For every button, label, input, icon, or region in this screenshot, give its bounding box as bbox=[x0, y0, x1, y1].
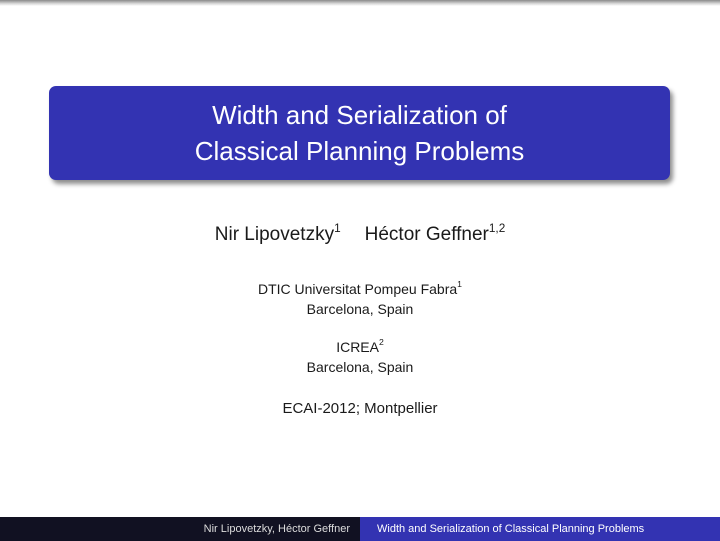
institution-2 bbox=[0, 337, 720, 377]
institution-2-name: ICREA bbox=[336, 339, 379, 355]
top-shadow bbox=[0, 0, 720, 6]
author-1-mark: 1 bbox=[334, 221, 341, 235]
title-line-1: Width and Serialization of bbox=[212, 100, 507, 130]
institution-2-mark: 2 bbox=[378, 337, 384, 348]
footer-title: Width and Serialization of Classical Planning Problems bbox=[360, 517, 720, 541]
institution-2-name-line bbox=[0, 337, 720, 357]
authors bbox=[0, 222, 720, 248]
institution-2-location: Barcelona, Spain bbox=[306, 359, 414, 375]
institution-1-mark: 1 bbox=[457, 279, 462, 290]
title-box bbox=[49, 86, 670, 180]
venue: ECAI-2012; Montpellier bbox=[282, 400, 438, 417]
author-1-name: Nir Lipovetzky bbox=[214, 224, 335, 245]
institution-1-name-line bbox=[0, 279, 720, 299]
author-2-name: Héctor Geffner bbox=[364, 224, 489, 245]
author-1 bbox=[215, 222, 341, 248]
footer-authors: Nir Lipovetzky, Héctor Geffner bbox=[0, 517, 360, 541]
author-2 bbox=[365, 222, 506, 248]
author-2-mark: 1,2 bbox=[488, 221, 506, 235]
institution-1-location: Barcelona, Spain bbox=[306, 301, 414, 317]
footer-bar bbox=[0, 517, 720, 541]
title-line-2: Classical Planning Problems bbox=[194, 136, 525, 166]
institution-1-name: DTIC Universitat Pompeu Fabra bbox=[257, 281, 458, 297]
institution-1 bbox=[0, 279, 720, 319]
